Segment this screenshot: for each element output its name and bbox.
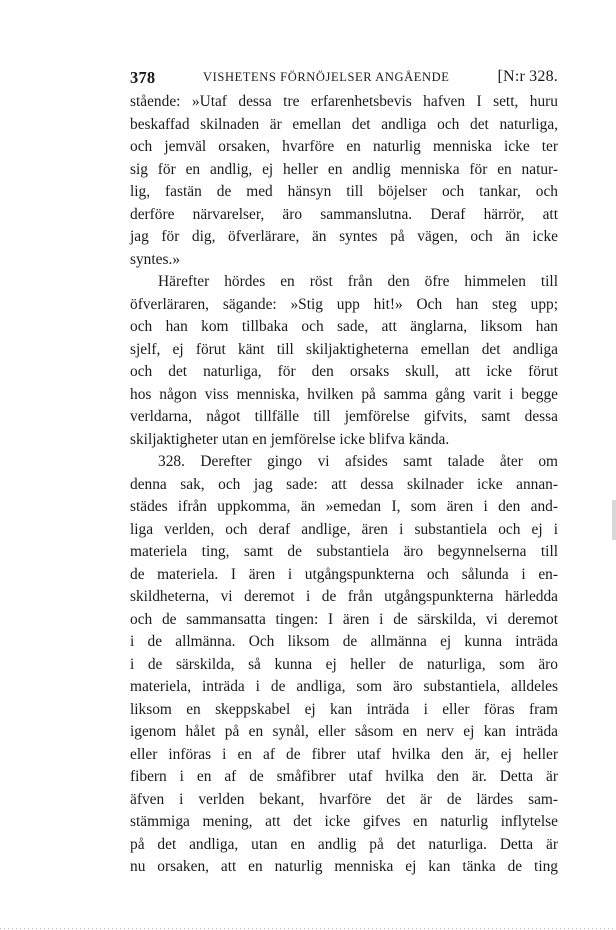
text-line: i de särskilda, så kunna ej heller de naturliga, som äro [130,655,558,673]
text-line: nu orsaken, att en naturlig menniska ej kan tänka de ting [130,858,558,875]
text-line: beskaffad skilnaden är emellan det andliga och det naturliga, [130,115,558,133]
text-line: och han kom tillbaka och sade, att änglarna, liksom han [130,318,558,335]
body-text [130,91,558,879]
text-line: de materiela. I ären i utgångspunkterna och sålunda i en- [130,565,558,583]
text-line: denna sak, och jag sade: att dessa skilnader icke annan- [130,475,558,493]
text-line: öfverläraren, sägande: »Stig upp hit!» Och han steg upp; [130,295,558,313]
text-line: stämmiga mening, att det icke gifves en naturlig inflytelse [130,813,558,830]
text-line: hos någon viss menniska, hvilken på samma gång varit i begge [130,385,558,403]
paragraph-2 [130,271,558,451]
text-line: lig, fastän de med hänsyn till böjelser och tankar, och [130,183,558,200]
section-reference: [N:r 328. [497,68,558,85]
text-line: igenom hålet på en synål, eller såsom en nerv ej kan inträda [130,723,558,740]
text-line: materiela ting, samt de substantiela äro begynnelserna till [130,543,558,560]
text-line: och de sammansatta tingen: I ären i de särskilda, vi deremot [130,610,558,628]
paragraph-1 [130,91,558,271]
text-line: och det naturliga, för den orsaks skull, att icke förut [130,363,558,380]
text-line: äfven i verlden bekant, hvarföre det är de lärdes sam- [130,790,558,808]
scan-bottom-edge [0,928,616,929]
text-line: i de allmänna. Och liksom de allmänna ej kunna inträda [130,633,558,650]
text-line: sig för en andlig, ej heller en andlig menniska för en natur- [130,160,558,178]
text-line: verldarna, något tillfälle till jemförelse gifvits, samt dessa [130,408,558,425]
text-line: eller införas i en af de fibrer utaf hvilka den är, ej heller [130,745,558,763]
text-line: på det andliga, utan en andlig på det naturliga. Detta är [130,835,558,853]
text-line: och jemväl orsaken, hvarföre en naturlig menniska icke ter [130,138,558,155]
paragraph-3 [130,451,558,879]
page-number: 378 [130,68,156,87]
text-line: jag för dig, öfverlärare, än syntes på vägen, och än icke [130,228,558,245]
running-title: VISHETENS FÖRNÖJELSER ANGÅENDE [203,70,450,84]
text-line: 328. Derefter gingo vi afsides samt talade åter om [158,453,558,470]
text-line: städes ifrån uppkomma, än »emedan I, som ären i den and- [130,498,558,515]
scan-edge-mark [612,500,616,540]
text-line: sjelf, ej förut känt till skiljaktigheterna emellan det andliga [130,340,558,358]
text-line: liksom en skeppskabel ej kan inträda i eller föras fram [130,700,558,718]
text-line: materiela, inträda i de andliga, som äro substantiela, alldeles [130,678,558,695]
text-line: liga verlden, och deraf andlige, ären i substantiela och ej i [130,520,558,538]
text-line: skildheterna, vi deremot i de från utgångspunkterna härledda [130,588,558,605]
text-line: Härefter hördes en röst från den öfre himmelen till [158,273,558,290]
text-line: syntes.» [130,250,181,268]
text-line: skiljaktigheter utan en jemförelse icke blifva kända. [130,430,450,448]
text-line: fibern i en af de småfibrer utaf hvilka den är. Detta är [130,768,558,785]
page-header [130,68,558,90]
text-line: derföre närvarelser, äro sammanslutna. Deraf härrör, att [130,205,558,223]
text-line: stående: »Utaf dessa tre erfarenhetsbevis hafven I sett, huru [130,93,558,110]
